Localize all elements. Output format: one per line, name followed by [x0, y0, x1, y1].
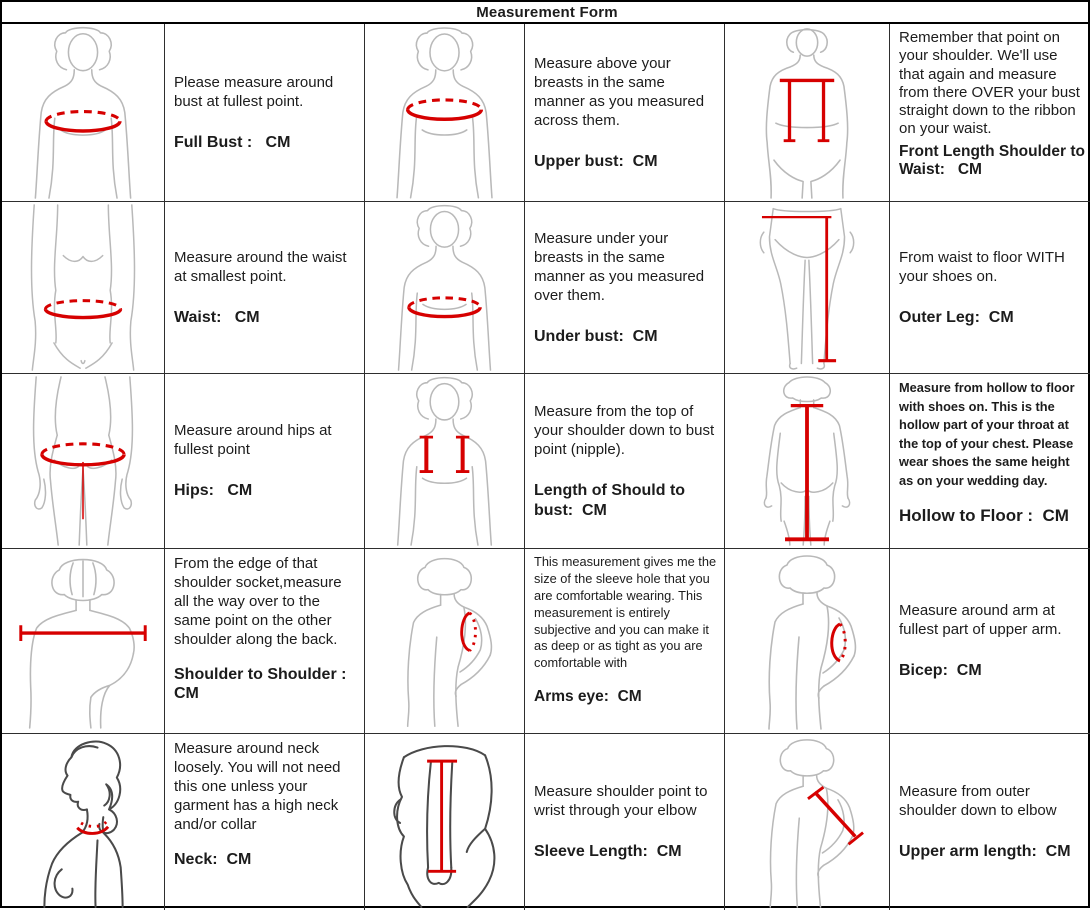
- instruction-text: Measure above your breasts in the same manner as you measured across them.: [534, 54, 709, 129]
- measurement-label: Length of Should to bust: CM: [534, 482, 690, 519]
- under-bust-figure: [367, 204, 522, 371]
- instruction-text: From waist to floor WITH your shoes on.: [899, 248, 1070, 285]
- waist-figure: [4, 204, 162, 371]
- measurement-label: Outer Leg: CM: [899, 308, 1014, 326]
- upper-bust-figure: [367, 26, 522, 199]
- outer-leg-figure-cell: [725, 202, 890, 374]
- measurement-label: Upper arm length: CM: [899, 843, 1071, 861]
- sleeve-length-figure: [367, 736, 522, 908]
- arms-eye-figure-cell: [365, 549, 525, 734]
- outer-leg-text-cell: [890, 202, 1090, 374]
- measurement-label: Neck: CM: [174, 851, 252, 869]
- front-length-text-cell: [890, 24, 1090, 202]
- instruction-text: Measure from the top of your shoulder down to bust point (nipple).: [534, 403, 719, 459]
- measurement-label: Under bust: CM: [534, 328, 658, 345]
- instruction-text: Measure from hollow to floor with shoes on. This is the hollow part of your throat at the top of your chest. Please wear shoes the same height as on your wedding day.: [899, 380, 1079, 488]
- arms-eye-text-cell: [525, 549, 725, 734]
- hips-figure: [4, 376, 162, 546]
- instruction-text: Measure around the waist at smallest point.: [174, 248, 351, 285]
- measurement-label: Waist: CM: [174, 308, 260, 326]
- shoulder-to-bust-figure-cell: [365, 374, 525, 549]
- hips-text-cell: [165, 374, 365, 549]
- hips-figure-cell: [2, 374, 165, 549]
- neck-figure-cell: [2, 734, 165, 910]
- upper-arm-length-figure-cell: [725, 734, 890, 910]
- full-bust-text-cell: [165, 24, 365, 202]
- form-title: Measurement Form: [2, 2, 1090, 24]
- arms-eye-figure: [367, 551, 522, 731]
- instruction-text: Measure under your breasts in the same manner as you measured over them.: [534, 229, 709, 304]
- measurement-label: Sleeve Length: CM: [534, 843, 682, 861]
- under-bust-figure-cell: [365, 202, 525, 374]
- instruction-text: Measure from outer shoulder down to elbow: [899, 783, 1057, 820]
- upper-bust-text-cell: [525, 24, 725, 202]
- upper-arm-length-text-cell: [890, 734, 1090, 910]
- shoulder-to-bust-text-cell: [525, 374, 725, 549]
- upper-arm-length-figure: [727, 736, 887, 908]
- bicep-text-cell: [890, 549, 1090, 734]
- measurement-label: Bicep: CM: [899, 662, 982, 680]
- instruction-text: Measure around neck loosely. You will not need this one unless your garment has a high neck and/or collar: [174, 740, 345, 834]
- waist-figure-cell: [2, 202, 165, 374]
- measurement-label: Front Length Shoulder to Waist: CM: [899, 142, 1090, 179]
- hollow-to-floor-figure: [727, 376, 887, 546]
- bicep-figure-cell: [725, 549, 890, 734]
- measurement-label: Shoulder to Shoulder : CM: [174, 666, 351, 703]
- shoulder-to-bust-figure: [367, 376, 522, 546]
- hollow-to-floor-text-cell: [890, 374, 1090, 549]
- instruction-text: Remember that point on your shoulder. We'll use that again and measure from there OVER your bust straight down to the ribbon on your waist.: [899, 29, 1085, 138]
- upper-bust-figure-cell: [365, 24, 525, 202]
- instruction-text: This measurement gives me the size of the sleeve hole that you are comfortable wearing. This measurement is entirely subjective and you can make it as deep or as tight as you are comfortable with: [534, 554, 720, 671]
- sleeve-length-text-cell: [525, 734, 725, 910]
- hollow-to-floor-figure-cell: [725, 374, 890, 549]
- full-bust-figure-cell: [2, 24, 165, 202]
- measurement-label: Arms eye: CM: [534, 688, 642, 706]
- neck-figure: [4, 736, 162, 908]
- neck-text-cell: [165, 734, 365, 910]
- full-bust-figure: [4, 26, 162, 199]
- shoulder-to-shoulder-figure: [4, 551, 162, 731]
- measurement-label: Full Bust : CM: [174, 133, 291, 151]
- instruction-text: Please measure around bust at fullest point.: [174, 73, 338, 110]
- sleeve-length-figure-cell: [365, 734, 525, 910]
- outer-leg-figure: [727, 204, 887, 371]
- instruction-text: Measure around hips at fullest point: [174, 422, 336, 459]
- instruction-text: Measure around arm at fullest part of upper arm.: [899, 602, 1062, 639]
- under-bust-text-cell: [525, 202, 725, 374]
- waist-text-cell: [165, 202, 365, 374]
- shoulder-to-shoulder-text-cell: [165, 549, 365, 734]
- instruction-text: Measure shoulder point to wrist through your elbow: [534, 783, 712, 820]
- shoulder-to-shoulder-figure-cell: [2, 549, 165, 734]
- measurement-label: Upper bust: CM: [534, 153, 658, 170]
- front-length-shoulder-to-waist-figure: [727, 26, 887, 199]
- bicep-figure: [727, 551, 887, 731]
- instruction-text: From the edge of that shoulder socket,measure all the way over to the same point on the other shoulder along the back.: [174, 555, 346, 649]
- measurement-label: Hollow to Floor : CM: [899, 506, 1069, 526]
- front-length-figure-cell: [725, 24, 890, 202]
- measurement-label: Hips: CM: [174, 482, 253, 500]
